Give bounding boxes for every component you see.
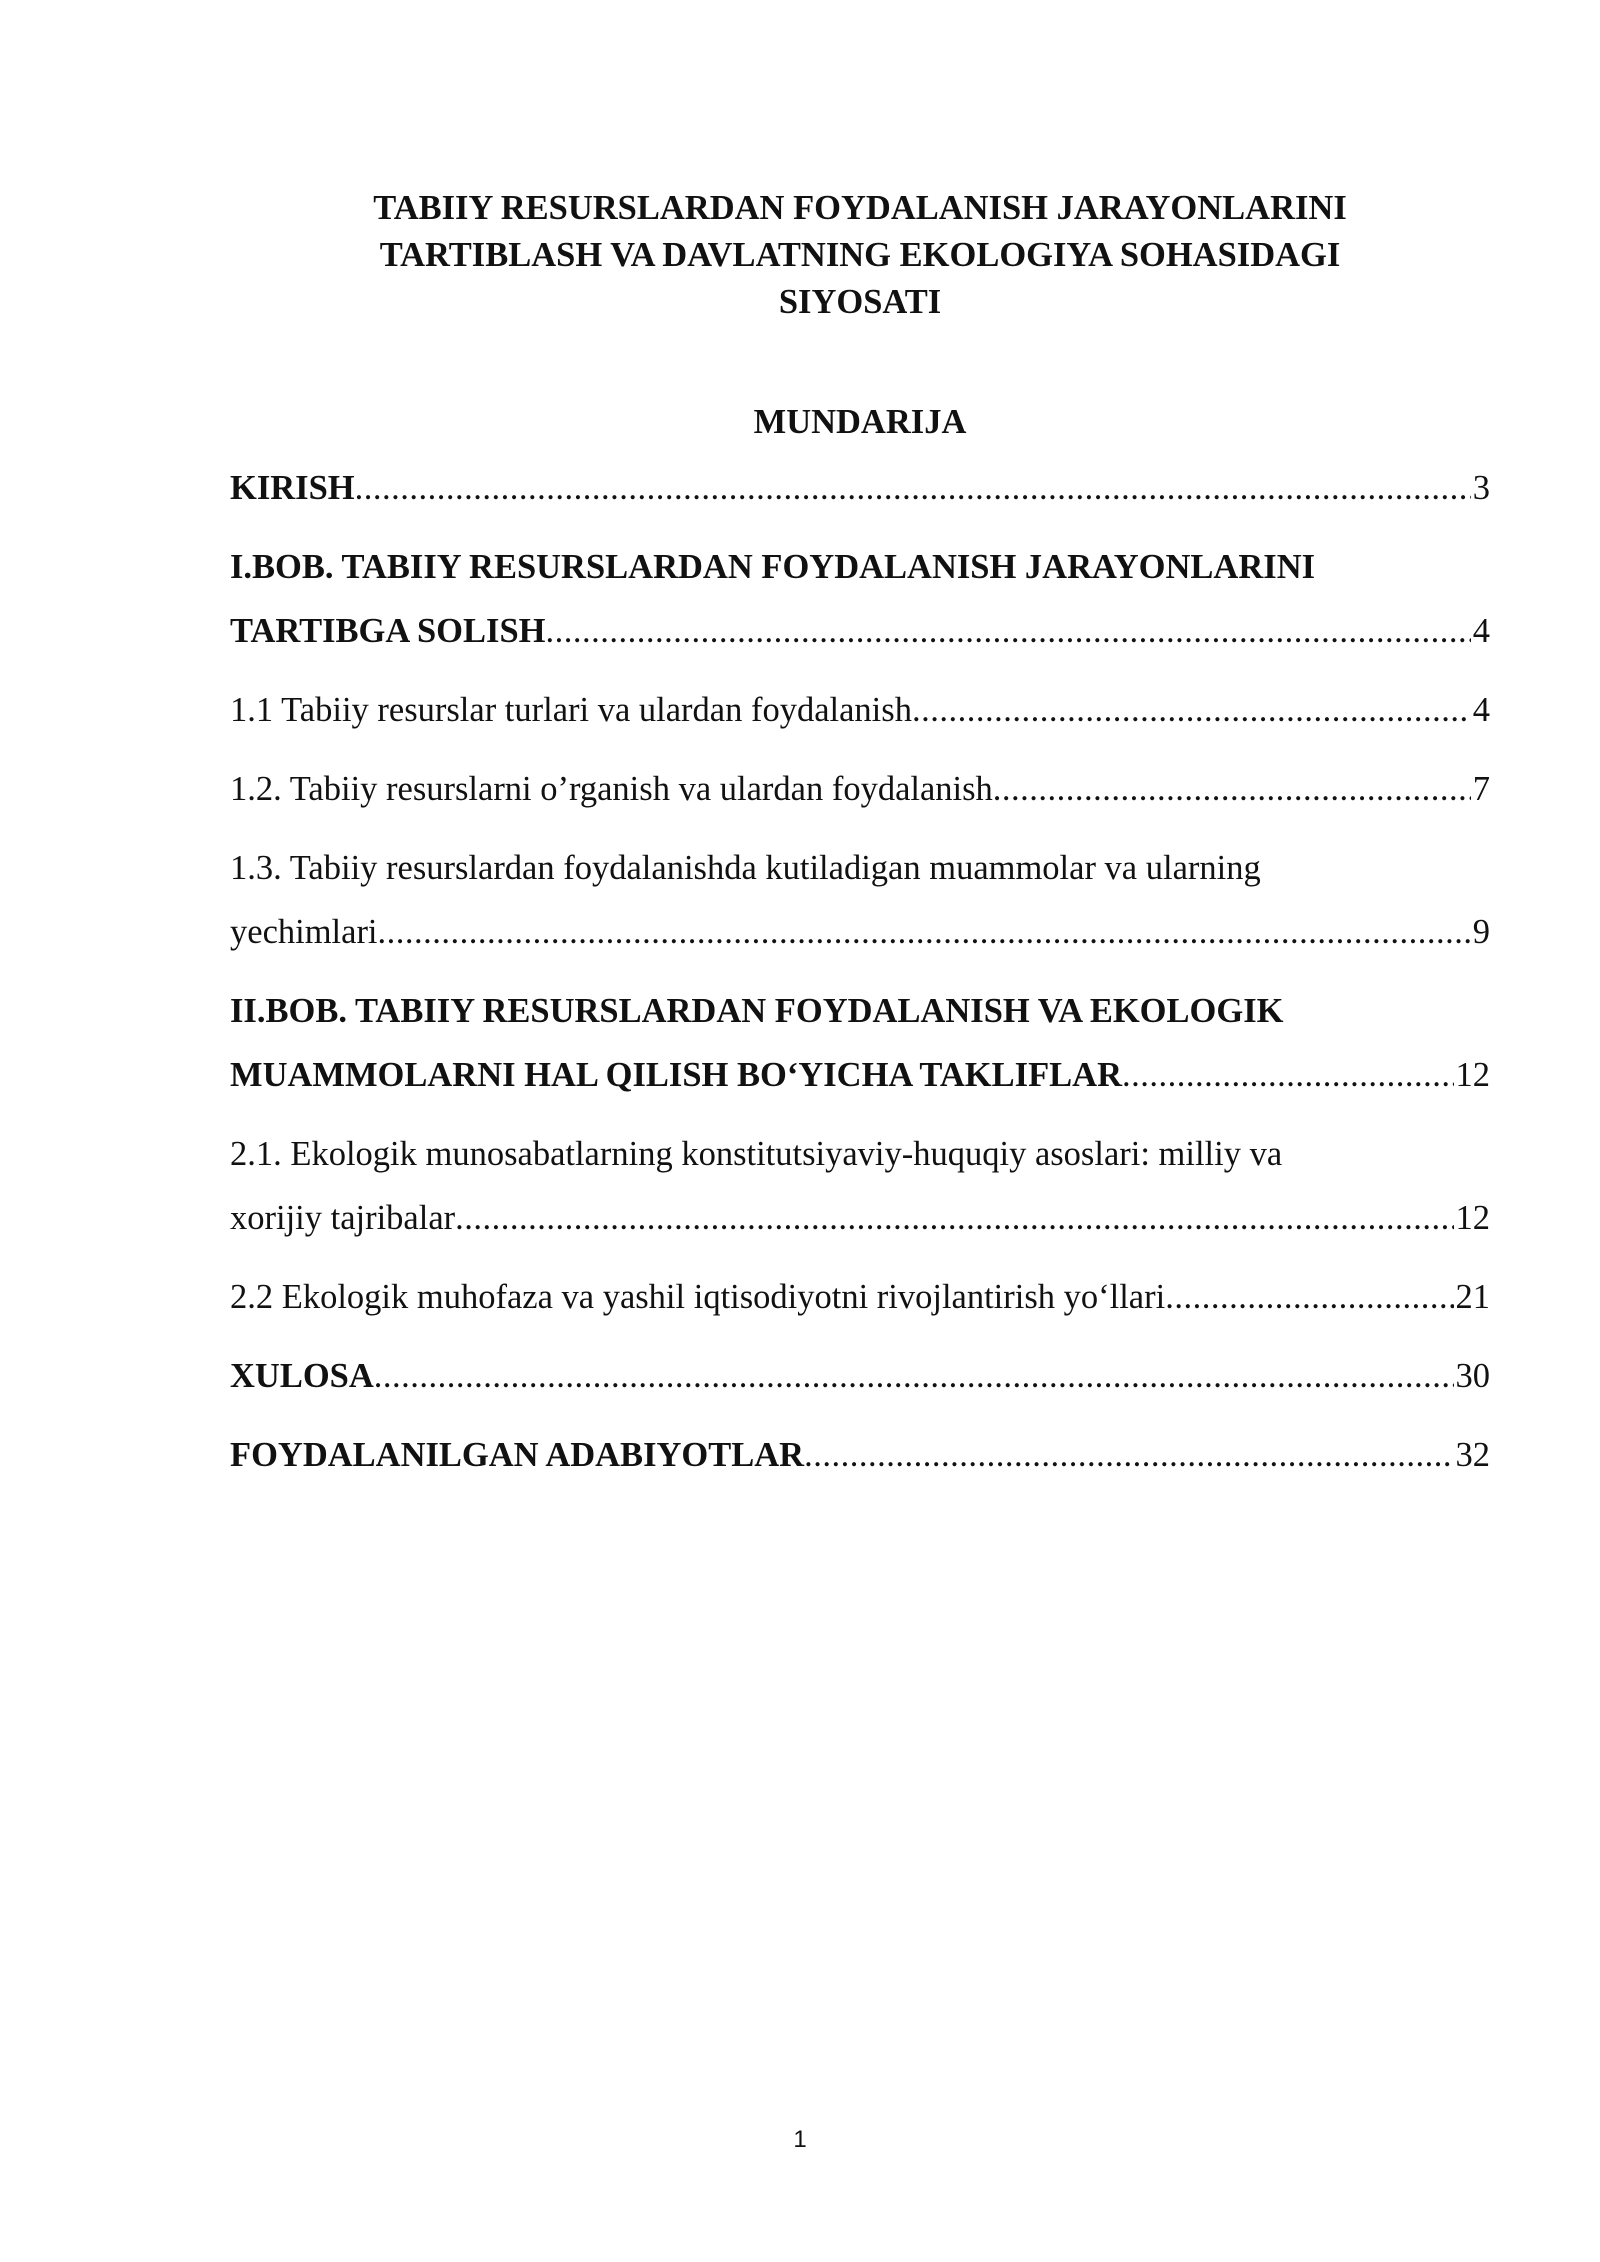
toc-entry-page: 3	[1472, 469, 1490, 507]
toc-entry-label: yechimlari	[230, 913, 378, 951]
toc-entry-1-3[interactable]	[230, 907, 1490, 957]
toc-entry-label: 1.1 Tabiiy resurslar turlari va ulardan foydalanish	[230, 691, 912, 729]
toc-entry-1-2[interactable]	[230, 764, 1490, 814]
toc-leader-dots	[545, 606, 1470, 656]
toc-leader-dots	[1165, 1272, 1453, 1322]
toc-entry-page: 12	[1455, 1056, 1490, 1094]
toc-entry-bob2[interactable]	[230, 1050, 1490, 1100]
toc-entry-page: 7	[1472, 770, 1490, 808]
toc-entry-page: 12	[1455, 1199, 1490, 1237]
toc-entry-label: 2.2 Ekologik muhofaza va yashil iqtisodiyotni rivojlantirish yo‘llari	[230, 1278, 1166, 1316]
toc-entry-label: KIRISH	[230, 469, 355, 507]
toc-entry-label: XULOSA	[230, 1357, 374, 1395]
toc-entry-bob1[interactable]	[230, 606, 1490, 656]
toc-entry-page: 9	[1472, 913, 1490, 951]
toc-leader-dots	[993, 764, 1471, 814]
toc-leader-dots	[1122, 1050, 1454, 1100]
toc-entry-label: TARTIBGA SOLISH	[230, 612, 546, 650]
toc-heading: MUNDARIJA	[753, 403, 967, 441]
toc-entry-bob2-line1[interactable]: II.BOB. TABIIY RESURSLARDAN FOYDALANISH VA EKOLOGIK	[230, 992, 1284, 1030]
toc-entry-label: MUAMMOLARNI HAL QILISH BO‘YICHA TAKLIFLAR	[230, 1056, 1122, 1094]
toc-entry-label: FOYDALANILGAN ADABIYOTLAR	[230, 1436, 805, 1474]
toc-entry-page: 21	[1455, 1278, 1490, 1316]
toc-entry-1-3-line1[interactable]: 1.3. Tabiiy resurslardan foydalanishda kutiladigan muammolar va ularning	[230, 849, 1261, 887]
toc-leader-dots	[455, 1193, 1453, 1243]
toc-entry-adabiyotlar[interactable]	[230, 1430, 1490, 1480]
toc-entry-page: 4	[1472, 691, 1490, 729]
toc-entry-page: 30	[1455, 1357, 1490, 1395]
document-title-line: SIYOSATI	[778, 283, 942, 321]
toc-leader-dots	[912, 685, 1471, 735]
toc-leader-dots	[355, 463, 1471, 513]
toc-entry-2-2[interactable]	[230, 1272, 1490, 1322]
toc-leader-dots	[374, 1351, 1454, 1401]
toc-entry-xulosa[interactable]	[230, 1351, 1490, 1401]
toc-entry-kirish[interactable]	[230, 463, 1490, 513]
toc-entry-label: xorijiy tajribalar	[230, 1199, 456, 1237]
document-title	[230, 185, 1490, 326]
toc-leader-dots	[378, 907, 1471, 957]
toc-entry-label: 1.2. Tabiiy resurslarni o’rganish va ulardan foydalanish	[230, 770, 993, 808]
toc-entry-page: 4	[1472, 612, 1490, 650]
document-title-line: TARTIBLASH VA DAVLATNING EKOLOGIYA SOHASIDAGI	[379, 236, 1341, 274]
toc-entry-1-1[interactable]	[230, 685, 1490, 735]
document-title-line: TABIIY RESURSLARDAN FOYDALANISH JARAYONLARINI	[373, 189, 1347, 227]
toc-entry-bob1-line1[interactable]: I.BOB. TABIIY RESURSLARDAN FOYDALANISH JARAYONLARINI	[230, 548, 1316, 586]
toc-entry-page: 32	[1455, 1436, 1490, 1474]
toc-leader-dots	[804, 1430, 1453, 1480]
toc-entry-2-1[interactable]	[230, 1193, 1490, 1243]
toc-entry-2-1-line1[interactable]: 2.1. Ekologik munosabatlarning konstitutsiyaviy-huquqiy asoslari: milliy va	[230, 1135, 1283, 1173]
page-number: 1	[793, 2126, 807, 2153]
